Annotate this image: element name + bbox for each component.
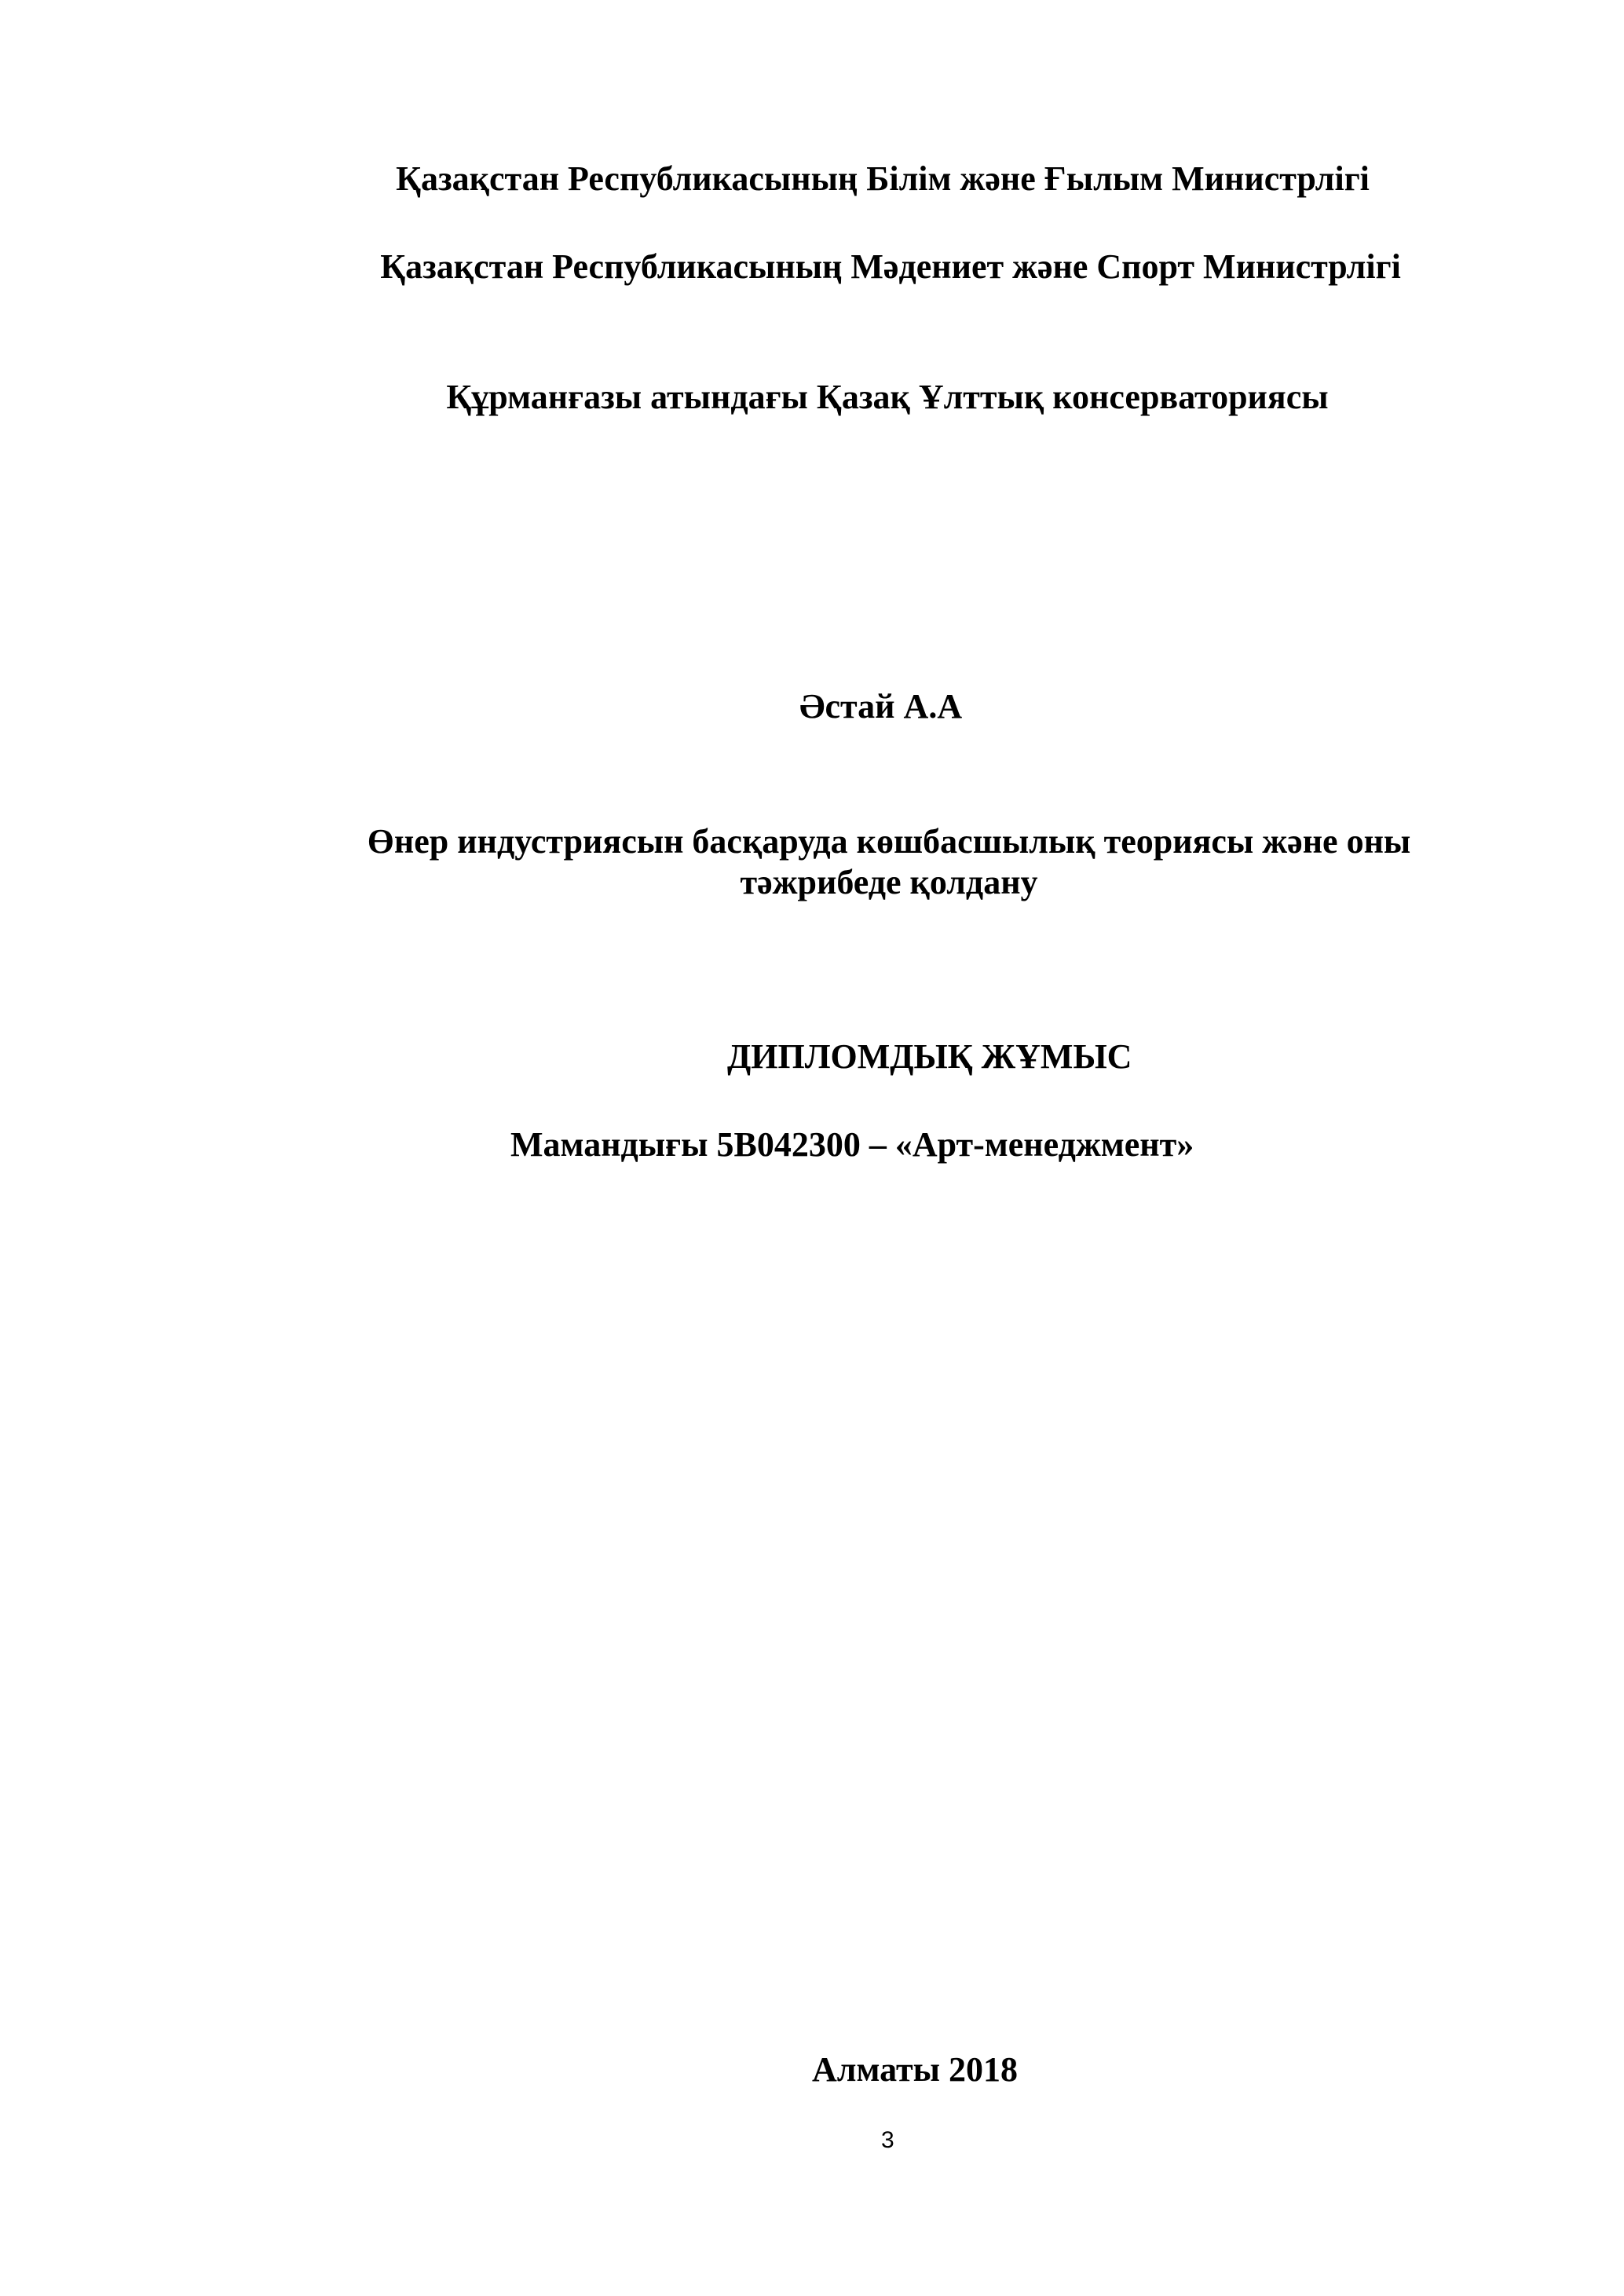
institution-heading: Құрманғазы атындағы Қазақ Ұлттық консерваториясы — [446, 378, 1329, 416]
author-name: Әстай А.А — [799, 687, 963, 726]
ministry-culture-heading: Қазақстан Республикасының Мәдениет және Спорт Министрлігі — [380, 247, 1401, 286]
specialty-line: Мамандығы 5В042300 – «Арт-менеджмент» — [510, 1125, 1194, 1164]
thesis-title-line-1: Өнер индустриясын басқаруда көшбасшылық теориясы және оны — [367, 822, 1411, 861]
work-type-heading: ДИПЛОМДЫҚ ЖҰМЫС — [727, 1037, 1132, 1076]
thesis-title-line-2: тәжрибеде қолдану — [740, 863, 1038, 901]
ministry-education-heading: Қазақстан Республикасының Білім және Ғылым Министрлігі — [396, 159, 1370, 198]
city-year: Алматы 2018 — [812, 2050, 1018, 2089]
page-number: 3 — [881, 2127, 894, 2153]
